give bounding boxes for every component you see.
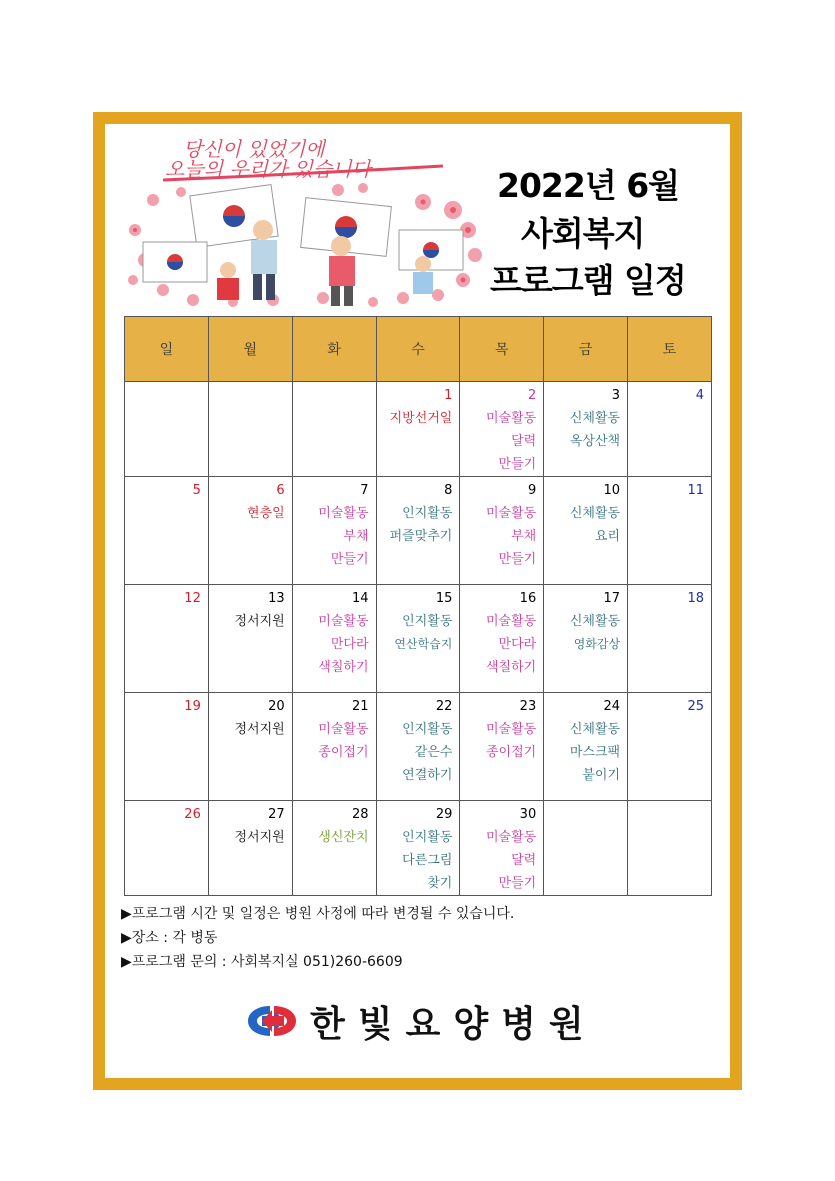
activity-text: 인지활동 [402, 506, 453, 521]
calendar-day-cell [376, 693, 460, 801]
page-title-dept: 사회복지 [521, 214, 645, 253]
weekday-tue: 화 [292, 317, 376, 382]
day-number: 25 [687, 699, 704, 714]
activity-text: 신체활동 [569, 614, 621, 629]
note-schedule-change: ▶프로그램 시간 및 일정은 병원 사정에 따라 변경될 수 있습니다. [121, 906, 515, 922]
activity-text: 부채 [343, 529, 369, 544]
activity-text: 마스크팩 [569, 745, 621, 760]
calendar-day-cell [292, 801, 376, 896]
calendar-day-cell [292, 693, 376, 801]
page-title-program: 프로그램 일정 [490, 261, 686, 300]
activity-text: 미술활동 [485, 830, 537, 845]
hospital-logo [246, 998, 597, 1044]
calendar-day-cell [628, 801, 712, 896]
calendar-day-cell [544, 477, 628, 585]
activity-text: 만들기 [330, 552, 369, 567]
activity-text: 미술활동 [485, 722, 537, 737]
activity-text: 같은수 [414, 745, 453, 760]
day-number: 7 [360, 483, 369, 498]
activity-text: 신체활동 [569, 411, 621, 426]
schedule-calendar [124, 316, 712, 896]
activity-text: 정서지원 [234, 830, 285, 845]
calendar-day-cell [292, 585, 376, 693]
activity-text: 만다라 [498, 637, 537, 652]
activity-text: 신체활동 [569, 722, 621, 737]
day-number: 18 [687, 591, 704, 606]
calendar-day-cell [292, 477, 376, 585]
calendar-week-row [125, 693, 712, 801]
weekday-fri: 금 [544, 317, 628, 382]
day-number: 16 [519, 591, 537, 606]
person-figure [413, 256, 433, 294]
day-number: 9 [527, 483, 537, 498]
calendar-day-cell [376, 585, 460, 693]
activity-text: 만들기 [498, 876, 537, 891]
calendar-day-cell [376, 382, 460, 477]
calendar-day-cell [125, 477, 209, 585]
activity-text: 인지활동 [402, 830, 453, 845]
hospital-name: 한빛요양병원 [310, 1003, 597, 1045]
calendar-day-cell [460, 382, 544, 477]
day-number: 8 [444, 483, 453, 498]
day-number: 6 [276, 483, 285, 498]
activity-text: 미술활동 [485, 411, 537, 426]
day-number: 23 [519, 699, 537, 714]
activity-text: 연산학습지 [394, 637, 453, 651]
activity-text: 인지활동 [402, 614, 453, 629]
day-number: 27 [268, 807, 285, 822]
weekday-sun: 일 [125, 317, 209, 382]
activity-text: 요리 [594, 529, 621, 544]
weekday-header-row [125, 317, 712, 382]
day-number: 5 [192, 483, 201, 498]
activity-text: 정서지원 [234, 614, 285, 629]
calendar-day-cell [628, 382, 712, 477]
day-number: 1 [444, 388, 453, 403]
celebration-illustration [123, 130, 488, 310]
calendar-day-cell [376, 801, 460, 896]
activity-text: 부채 [511, 529, 537, 544]
activity-text: 미술활동 [485, 614, 537, 629]
activity-text: 만다라 [330, 637, 369, 652]
calendar-day-cell [460, 801, 544, 896]
day-number: 17 [603, 591, 621, 606]
calendar-day-cell [292, 382, 376, 477]
weekday-sat: 토 [628, 317, 712, 382]
calendar-day-cell [125, 585, 209, 693]
day-number: 19 [184, 699, 201, 714]
calendar-day-cell [544, 693, 628, 801]
korean-flag-icon [143, 242, 207, 282]
calendar-day-cell [460, 477, 544, 585]
day-number: 14 [351, 591, 369, 606]
day-number: 26 [184, 807, 201, 822]
calendar-day-cell [125, 801, 209, 896]
calendar-day-cell [376, 477, 460, 585]
weekday-thu: 목 [460, 317, 544, 382]
weekday-mon: 월 [208, 317, 292, 382]
calendar-day-cell [544, 382, 628, 477]
person-figure [217, 262, 239, 300]
day-number: 24 [603, 699, 621, 714]
activity-text: 미술활동 [318, 614, 369, 629]
activity-text: 찾기 [427, 876, 453, 891]
calendar-day-cell [208, 382, 292, 477]
calendar-day-cell [628, 477, 712, 585]
activity-text: 색칠하기 [318, 660, 369, 675]
calendar-day-cell [628, 693, 712, 801]
calendar-day-cell [628, 585, 712, 693]
note-location: ▶장소 : 각 병동 [121, 930, 218, 946]
day-number: 11 [687, 483, 704, 498]
activity-text: 만들기 [498, 457, 537, 472]
activity-text: 신체활동 [569, 506, 621, 521]
activity-text: 종이접기 [485, 745, 537, 760]
calendar-body [125, 382, 712, 896]
activity-text: 다른그림 [402, 853, 453, 868]
day-number: 13 [268, 591, 285, 606]
activity-text: 미술활동 [318, 506, 369, 521]
calendar-week-row [125, 585, 712, 693]
calendar-day-cell [208, 477, 292, 585]
activity-text: 생신잔치 [318, 830, 369, 845]
day-number: 22 [435, 699, 453, 714]
day-number: 2 [527, 388, 537, 403]
calendar-day-cell [208, 585, 292, 693]
calendar-day-cell [544, 585, 628, 693]
activity-text: 인지활동 [402, 722, 453, 737]
slogan-line1: 당신이 있었기에 [183, 137, 325, 161]
calendar-week-row [125, 801, 712, 896]
day-number: 12 [184, 591, 201, 606]
day-number: 3 [611, 388, 621, 403]
day-number: 15 [435, 591, 453, 606]
activity-text: 퍼즐맞추기 [389, 529, 453, 544]
activity-text: 종이접기 [318, 745, 369, 760]
activity-text: 옥상산책 [569, 434, 621, 449]
calendar-day-cell [208, 801, 292, 896]
calendar-day-cell [544, 801, 628, 896]
day-number: 30 [519, 807, 537, 822]
activity-text: 만들기 [498, 552, 537, 567]
activity-text: 현충일 [247, 506, 285, 521]
activity-text: 미술활동 [318, 722, 369, 737]
activity-text: 영화감상 [573, 637, 621, 651]
calendar-day-cell [125, 382, 209, 477]
calendar-day-cell [208, 693, 292, 801]
activity-text: 붙이기 [582, 768, 621, 783]
day-number: 29 [435, 807, 453, 822]
activity-text: 미술활동 [485, 506, 537, 521]
notes [121, 902, 514, 974]
day-number: 28 [351, 807, 369, 822]
activity-text: 연결하기 [402, 768, 453, 783]
calendar-week-row [125, 477, 712, 585]
activity-text: 색칠하기 [485, 660, 537, 675]
weekday-wed: 수 [376, 317, 460, 382]
activity-text: 달력 [511, 434, 537, 449]
calendar-day-cell [460, 693, 544, 801]
page-title-date: 2022년 6월 [497, 166, 680, 205]
note-contact: ▶프로그램 문의 : 사회복지실 051)260-6609 [121, 954, 403, 970]
day-number: 20 [268, 699, 285, 714]
activity-text: 지방선거일 [389, 411, 453, 426]
day-number: 21 [351, 699, 369, 714]
activity-text: 정서지원 [234, 722, 285, 737]
day-number: 4 [695, 388, 704, 403]
calendar-day-cell [125, 693, 209, 801]
activity-text: 달력 [511, 853, 537, 868]
calendar-week-row [125, 382, 712, 477]
day-number: 10 [603, 483, 621, 498]
slogan-line2: 오늘의 우리가 있습니다 [165, 157, 371, 181]
hospital-emblem-icon [246, 1004, 298, 1038]
calendar-day-cell [460, 585, 544, 693]
